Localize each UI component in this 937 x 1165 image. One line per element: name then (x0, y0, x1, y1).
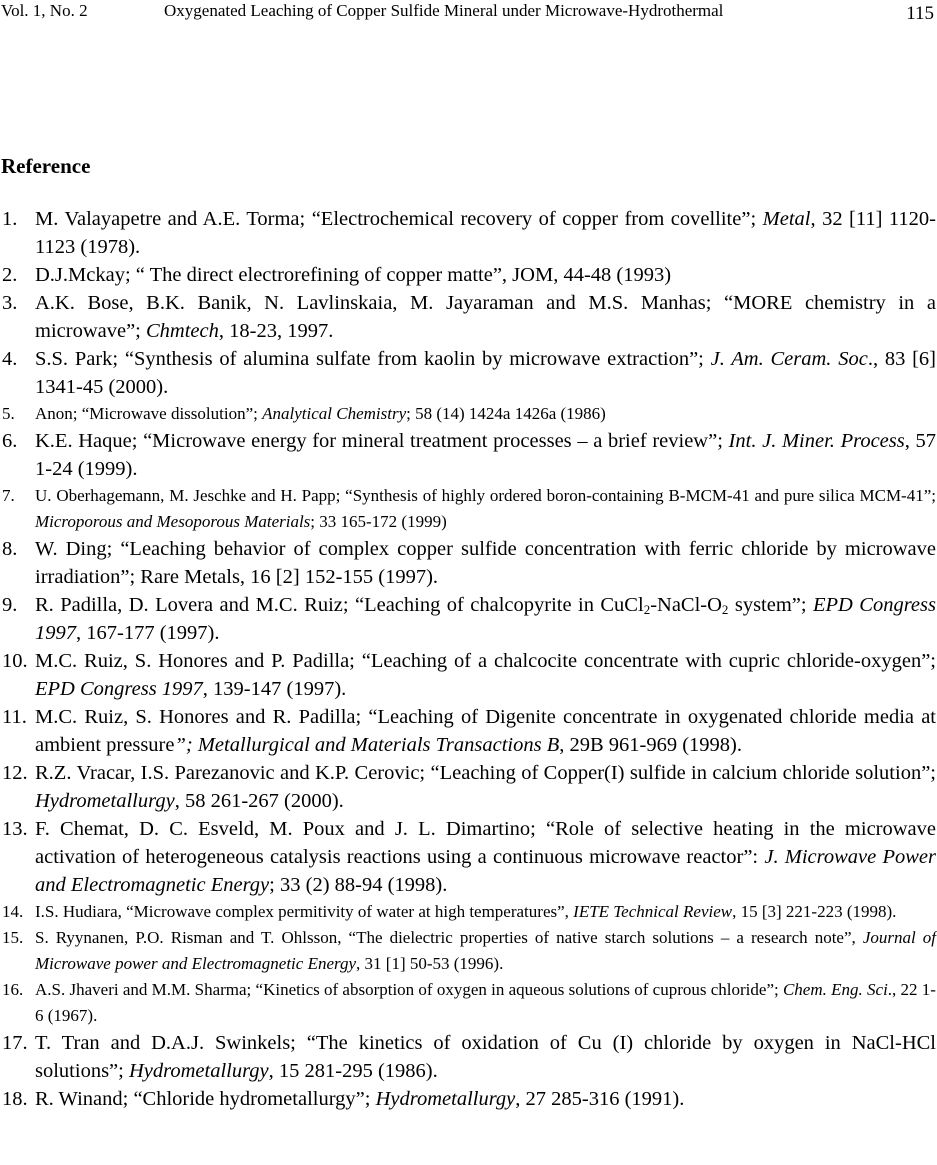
reference-number: 13. (2, 818, 28, 840)
section-title: Reference (1, 154, 91, 178)
reference-number: 15. (2, 928, 24, 947)
reference-number: 14. (2, 902, 24, 921)
reference-item (0, 535, 937, 591)
reference-text: D.J.Mckay; “ The direct electrorefining of copper matte”, JOM, 44-48 (1993) (35, 264, 672, 286)
reference-italic-text: EPD Congress 1997 (35, 678, 203, 700)
reference-item (0, 925, 937, 977)
reference-italic-text: Metal (762, 208, 811, 230)
reference-italic-text: Analytical Chemistry (262, 404, 407, 423)
reference-text: R.Z. Vracar, I.S. Parezanovic and K.P. Cerovic; “Leaching of Copper(I) sulfide in calcium chloride solution”; (35, 762, 936, 784)
reference-italic-text: Int. J. Miner. Process (728, 430, 905, 452)
reference-item (0, 483, 937, 535)
reference-text: , 167-177 (1997). (76, 622, 220, 644)
subscript: 2 (721, 602, 729, 617)
reference-text: , 27 285-316 (1991). (515, 1088, 685, 1110)
reference-number: 10. (2, 650, 28, 672)
reference-italic-text: Microporous and Mesoporous Materials (35, 512, 311, 531)
running-title: Oxygenated Leaching of Copper Sulfide Mineral under Microwave-Hydrothermal (164, 1, 724, 20)
reference-text: ., 22 1-6 (1967). (35, 980, 936, 1025)
reference-text: R. Padilla, D. Lovera and M.C. Ruiz; “Leaching of chalcopyrite in CuCl (35, 594, 644, 616)
reference-text: , 29B 961-969 (1998). (559, 734, 743, 756)
reference-number: 17. (2, 1032, 28, 1054)
reference-number: 16. (2, 980, 24, 999)
reference-number: 6. (2, 430, 18, 452)
reference-text: , 58 261-267 (2000). (174, 790, 344, 812)
reference-item (0, 591, 937, 647)
reference-item (0, 1085, 937, 1113)
reference-text: U. Oberhagemann, M. Jeschke and H. Papp; “Synthesis of highly ordered boron-containing B-MCM-41 and pure silica MCM-41”; (35, 486, 936, 505)
reference-item (0, 759, 937, 815)
journal-volume: Vol. 1, No. 2 (1, 1, 88, 20)
reference-italic-text: Hydrometallurgy (128, 1060, 269, 1082)
reference-number: 8. (2, 538, 18, 560)
reference-number: 3. (2, 292, 18, 314)
reference-text: W. Ding; “Leaching behavior of complex copper sulfide concentration with ferric chloride by microwave irradiation”; Rare Metals, 16 [2] 152-155 (1997). (35, 538, 936, 588)
reference-italic-text: Hydrometallurgy (375, 1088, 516, 1110)
reference-italic-text: IETE Technical Review (573, 902, 733, 921)
reference-italic-text: ”; Metallurgical and Materials Transactions B (174, 734, 560, 756)
reference-item (0, 815, 937, 899)
reference-item (0, 261, 937, 289)
reference-item (0, 427, 937, 483)
reference-text: , 31 [1] 50-53 (1996). (356, 954, 504, 973)
reference-text: A.K. Bose, B.K. Banik, N. Lavlinskaia, M. Jayaraman and M.S. Manhas; “MORE chemistry in a microwave”; (35, 292, 936, 342)
reference-italic-text: Hydrometallurgy (35, 790, 175, 812)
reference-item (0, 703, 937, 759)
reference-text: , 139-147 (1997). (202, 678, 347, 700)
reference-number: 18. (2, 1088, 28, 1110)
reference-item (0, 1029, 937, 1085)
reference-number: 7. (2, 486, 15, 505)
reference-italic-text: Chmtech (146, 320, 219, 342)
reference-item (0, 289, 937, 345)
reference-italic-text: J. Am. Ceram. Soc (710, 348, 868, 370)
reference-text: F. Chemat, D. C. Esveld, M. Poux and J. L. Dimartino; “Role of selective heating in the microwave activation of heterogeneous catalysis reactions using a continuous microwave reactor”: (35, 818, 936, 868)
reference-italic-text: Chem. Eng. Sci (782, 980, 888, 999)
reference-text: K.E. Haque; “Microwave energy for mineral treatment processes – a brief review”; (35, 430, 729, 452)
reference-item (0, 977, 937, 1029)
reference-text: M.C. Ruiz, S. Honores and R. Padilla; “Leaching of Digenite concentrate in oxygenated chloride media at ambient pressure (35, 706, 936, 756)
reference-italic-text: Journal of Microwave power and Electromagnetic Energy (35, 928, 936, 973)
reference-item (0, 205, 937, 261)
subscript: 2 (643, 602, 651, 617)
reference-item (0, 401, 937, 427)
reference-number: 4. (2, 348, 18, 370)
reference-text: -NaCl-O (650, 594, 722, 616)
reference-number: 9. (2, 594, 18, 616)
reference-italic-text: J. Microwave Power and Electromagnetic Energy (35, 846, 936, 896)
reference-text: M.C. Ruiz, S. Honores and P. Padilla; “Leaching of a chalcocite concentrate with cupric chloride-oxygen”; (35, 650, 936, 672)
reference-text: A.S. Jhaveri and M.M. Sharma; “Kinetics of absorption of oxygen in aqueous solutions of cuprous chloride”; (35, 980, 783, 999)
reference-text: S. Ryynanen, P.O. Risman and T. Ohlsson, “The dielectric properties of native starch solutions – a research note”, (35, 928, 863, 947)
reference-text: I.S. Hudiara, “Microwave complex permitivity of water at high temperatures”, (35, 902, 574, 921)
reference-text: ; 58 (14) 1424a 1426a (1986) (406, 404, 606, 423)
reference-number: 1. (2, 208, 18, 230)
reference-text: system”; (728, 594, 814, 616)
reference-text: M. Valayapetre and A.E. Torma; “Electrochemical recovery of copper from covellite”; (35, 208, 763, 230)
reference-item (0, 345, 937, 401)
reference-number: 11. (2, 706, 27, 728)
reference-text: Anon; “Microwave dissolution”; (35, 404, 263, 423)
reference-number: 2. (2, 264, 18, 286)
reference-text: ; 33 (2) 88-94 (1998). (269, 874, 448, 896)
reference-text: , 32 [11] 1120-1123 (1978). (35, 208, 936, 258)
reference-item (0, 647, 937, 703)
reference-number: 12. (2, 762, 28, 784)
reference-text: , 15 [3] 221-223 (1998). (732, 902, 897, 921)
reference-text: , 18-23, 1997. (218, 320, 334, 342)
reference-list (0, 205, 937, 1113)
reference-italic-text: EPD Congress 1997 (35, 594, 936, 644)
reference-text: ; 33 165-172 (1999) (310, 512, 447, 531)
reference-item (0, 899, 937, 925)
reference-number: 5. (2, 404, 15, 423)
reference-text: , 15 281-295 (1986). (268, 1060, 438, 1082)
reference-text: T. Tran and D.A.J. Swinkels; “The kinetics of oxidation of Cu (I) chloride by oxygen in NaCl-HCl solutions”; (35, 1032, 936, 1082)
reference-text: ., 83 [6] 1341-45 (2000). (35, 348, 937, 398)
reference-text: S.S. Park; “Synthesis of alumina sulfate from kaolin by microwave extraction”; (35, 348, 711, 370)
running-header (0, 0, 937, 26)
reference-text: , 57 1-24 (1999). (35, 430, 936, 480)
reference-text: R. Winand; “Chloride hydrometallurgy”; (35, 1088, 376, 1110)
page-number: 115 (906, 3, 934, 24)
